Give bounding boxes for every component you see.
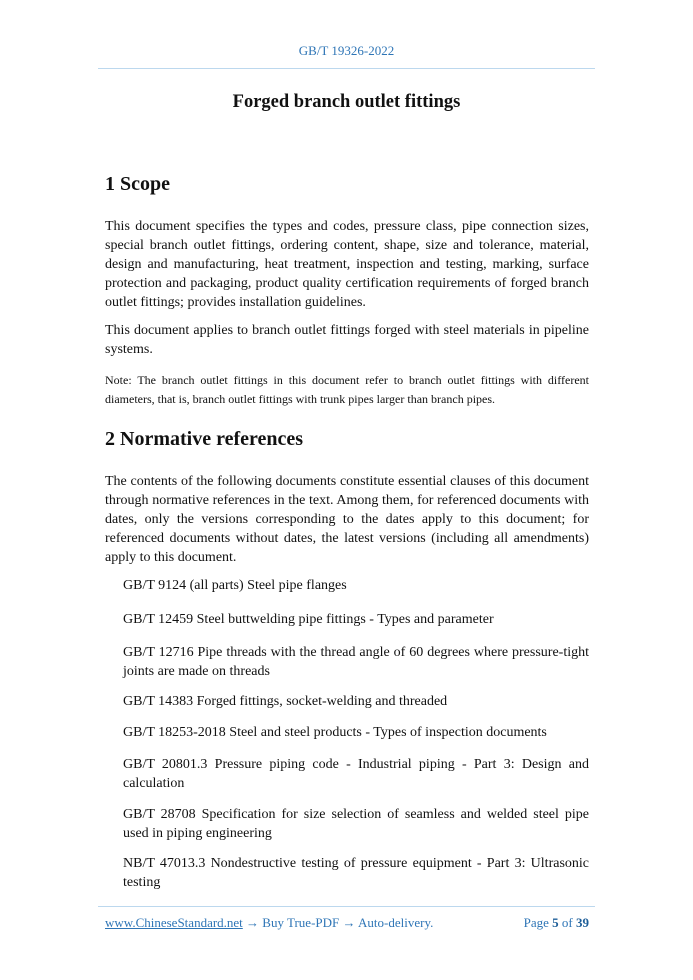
- footer-rule: [98, 906, 595, 907]
- buy-text: Buy True-PDF: [262, 915, 340, 930]
- current-page: 5: [552, 915, 559, 930]
- reference-item: GB/T 28708 Specification for size selection of seamless and welded steel pipe used in piping engineering: [123, 807, 589, 841]
- reference-item: GB/T 12459 Steel buttwelding pipe fittings - Types and parameter: [123, 612, 494, 627]
- page-number: [524, 915, 589, 931]
- header-doc-code: GB/T 19326-2022: [298, 43, 395, 58]
- page-title: Forged branch outlet fittings: [232, 92, 461, 112]
- reference-item: GB/T 14383 Forged fittings, socket-welding and threaded: [123, 694, 448, 709]
- total-pages: 39: [576, 915, 589, 930]
- page-of: of: [561, 915, 573, 930]
- page-label: Page: [523, 915, 549, 930]
- reference-item: GB/T 20801.3 Pressure piping code - Industrial piping - Part 3: Design and calculation: [123, 757, 589, 791]
- website-link[interactable]: www.ChineseStandard.net: [105, 915, 243, 930]
- arrow-right-icon: →: [342, 915, 356, 930]
- scope-note: Note: The branch outlet fittings in this document refer to branch outlet fittings with different diameters, that is, branch outlet fittings with trunk pipes larger than branch pipes.: [105, 373, 589, 406]
- section-heading-scope: 1 Scope: [105, 173, 170, 195]
- normative-paragraph: The contents of the following documents constitute essential clauses of this document through normative references in the text. Among them, for referenced documents with dates, only the versions corresponding to the dates apply to this document; for referenced documents without dates, the latest versions (including all amendments) apply to this document.: [105, 474, 589, 565]
- scope-paragraph-1: This document specifies the types and codes, pressure class, pipe connection sizes, special branch outlet fittings, ordering content, shape, size and tolerance, material, design and manufacturing, heat treatment, inspection and testing, marking, surface protection and packaging, product quality certification requirements of forged branch outlet fittings; provides installation guidelines.: [105, 219, 589, 310]
- footer: [105, 915, 589, 931]
- footer-promo: [105, 915, 433, 931]
- reference-item: GB/T 12716 Pipe threads with the thread angle of 60 degrees where pressure-tight joints are made on threads: [123, 645, 589, 679]
- reference-item: NB/T 47013.3 Nondestructive testing of pressure equipment - Part 3: Ultrasonic testing: [123, 856, 589, 890]
- reference-item: GB/T 18253-2018 Steel and steel products - Types of inspection documents: [123, 725, 547, 740]
- reference-item: GB/T 9124 (all parts) Steel pipe flanges: [123, 578, 347, 593]
- arrow-right-icon: →: [246, 915, 260, 930]
- header-rule: [98, 68, 595, 69]
- delivery-text: Auto-delivery.: [358, 915, 434, 930]
- scope-paragraph-2: This document applies to branch outlet fittings forged with steel materials in pipeline systems.: [105, 323, 589, 357]
- section-heading-normative-references: 2 Normative references: [105, 428, 304, 450]
